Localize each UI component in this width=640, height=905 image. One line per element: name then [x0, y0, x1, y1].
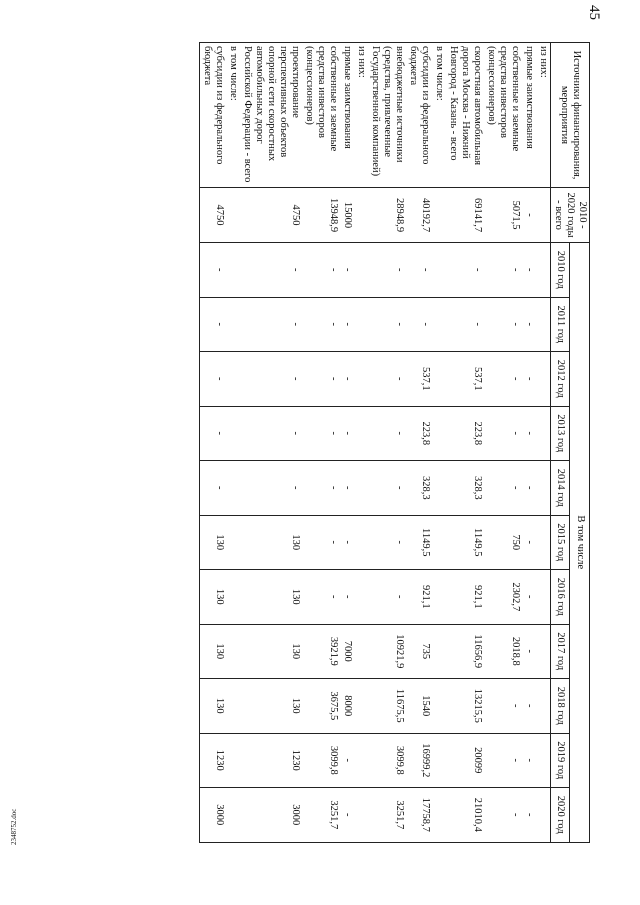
- year-value: [226, 352, 240, 407]
- row-label: скоростная автомобильная дорога Москва - Нижний Новгород - Казань - всего: [446, 43, 484, 188]
- year-value: -: [302, 297, 340, 352]
- year-value: -: [406, 243, 432, 298]
- year-value: 3251,7: [368, 788, 406, 843]
- year-value: -: [340, 243, 354, 298]
- row-total: 4750: [240, 188, 302, 243]
- year-value: 1149,5: [406, 515, 432, 570]
- table-row: [432, 43, 446, 843]
- year-value: -: [522, 406, 536, 461]
- row-label: прямые заимствования: [522, 43, 536, 188]
- year-value: [536, 406, 551, 461]
- year-value: 130: [240, 679, 302, 734]
- year-value: [536, 297, 551, 352]
- year-value: [226, 624, 240, 679]
- year-value: [226, 788, 240, 843]
- year-value: 3251,7: [302, 788, 340, 843]
- year-value: -: [406, 297, 432, 352]
- table-row: [240, 43, 302, 843]
- year-value: -: [368, 352, 406, 407]
- year-value: 328,3: [446, 461, 484, 516]
- year-value: [432, 461, 446, 516]
- year-value: [354, 733, 368, 788]
- year-value: [432, 679, 446, 734]
- year-value: [354, 788, 368, 843]
- row-total: [536, 188, 551, 243]
- year-value: 16999,2: [406, 733, 432, 788]
- row-label: из них:: [536, 43, 551, 188]
- year-value: 1230: [240, 733, 302, 788]
- year-value: -: [340, 733, 354, 788]
- year-value: [432, 570, 446, 625]
- year-value: 130: [200, 679, 227, 734]
- table-row: [302, 43, 340, 843]
- year-value: -: [340, 406, 354, 461]
- row-total: [432, 188, 446, 243]
- year-value: -: [200, 406, 227, 461]
- table-row: [484, 43, 522, 843]
- year-value: [432, 624, 446, 679]
- year-value: 20099: [446, 733, 484, 788]
- year-value: [354, 679, 368, 734]
- year-value: [354, 624, 368, 679]
- year-value: -: [340, 515, 354, 570]
- year-value: 8000: [340, 679, 354, 734]
- year-value: -: [302, 570, 340, 625]
- header-source: Источники финансирования, мероприятия: [551, 43, 590, 188]
- year-value: 21010,4: [446, 788, 484, 843]
- year-value: -: [522, 570, 536, 625]
- year-value: -: [240, 297, 302, 352]
- table-header: [551, 43, 590, 843]
- year-value: 3675,5: [302, 679, 340, 734]
- year-value: -: [522, 679, 536, 734]
- year-value: 130: [240, 570, 302, 625]
- row-total: -: [522, 188, 536, 243]
- year-value: [536, 515, 551, 570]
- table-row: [522, 43, 536, 843]
- header-year: 2010 год: [551, 243, 571, 298]
- year-value: -: [240, 243, 302, 298]
- year-value: -: [446, 243, 484, 298]
- year-value: [536, 733, 551, 788]
- header-group: В том числе: [570, 243, 590, 843]
- year-value: [536, 461, 551, 516]
- year-value: 130: [240, 515, 302, 570]
- year-value: -: [200, 352, 227, 407]
- header-year: 2014 год: [551, 461, 571, 516]
- year-value: 17758,7: [406, 788, 432, 843]
- year-value: -: [484, 406, 522, 461]
- year-value: 223,8: [446, 406, 484, 461]
- year-value: -: [522, 515, 536, 570]
- header-year: 2011 год: [551, 297, 571, 352]
- year-value: [432, 352, 446, 407]
- year-value: [432, 733, 446, 788]
- year-value: [226, 515, 240, 570]
- year-value: -: [522, 297, 536, 352]
- year-value: 223,8: [406, 406, 432, 461]
- year-value: 537,1: [406, 352, 432, 407]
- year-value: -: [240, 406, 302, 461]
- row-label: в том числе:: [432, 43, 446, 188]
- header-year: 2018 год: [551, 679, 571, 734]
- year-value: 921,1: [446, 570, 484, 625]
- table-row: [406, 43, 432, 843]
- header-year: 2016 год: [551, 570, 571, 625]
- year-value: 130: [200, 624, 227, 679]
- year-value: [432, 515, 446, 570]
- year-value: -: [446, 297, 484, 352]
- year-value: -: [340, 297, 354, 352]
- year-value: -: [484, 788, 522, 843]
- footer-filename: 2348752.doc: [10, 808, 18, 845]
- year-value: [432, 406, 446, 461]
- year-value: [226, 461, 240, 516]
- year-value: 10921,9: [368, 624, 406, 679]
- header-year: 2012 год: [551, 352, 571, 407]
- year-value: -: [340, 461, 354, 516]
- year-value: 1540: [406, 679, 432, 734]
- year-value: 3000: [200, 788, 227, 843]
- year-value: 750: [484, 515, 522, 570]
- year-value: -: [302, 243, 340, 298]
- row-label: внебюджетные источники (средства, привлеченные Государственной компанией): [368, 43, 406, 188]
- year-value: 3099,8: [302, 733, 340, 788]
- year-value: -: [484, 679, 522, 734]
- row-label: из них:: [354, 43, 368, 188]
- row-label: субсидии из федерального бюджета: [406, 43, 432, 188]
- row-label: проектирование перспективных объектов опорной сети скоростных автомобильных дорог Российской Федерации - всего: [240, 43, 302, 188]
- year-value: -: [368, 570, 406, 625]
- table-row: [536, 43, 551, 843]
- page-number: 45: [586, 5, 602, 20]
- year-value: [354, 243, 368, 298]
- year-value: -: [368, 406, 406, 461]
- year-value: -: [240, 461, 302, 516]
- year-value: -: [522, 461, 536, 516]
- year-value: 11656,9: [446, 624, 484, 679]
- year-value: -: [200, 297, 227, 352]
- row-total: 13948,9: [302, 188, 340, 243]
- year-value: -: [522, 352, 536, 407]
- year-value: -: [484, 243, 522, 298]
- year-value: 7000: [340, 624, 354, 679]
- year-value: 3000: [240, 788, 302, 843]
- year-value: -: [302, 352, 340, 407]
- row-label: субсидии из федерального бюджета: [200, 43, 227, 188]
- table-row: [368, 43, 406, 843]
- year-value: 1230: [200, 733, 227, 788]
- row-label: собственные и заемные средства инвесторов (концессионеров): [302, 43, 340, 188]
- row-total: 69141,7: [446, 188, 484, 243]
- row-total: 40192,7: [406, 188, 432, 243]
- header-total: 2010 - 2020 годы - всего: [551, 188, 590, 243]
- year-value: -: [200, 461, 227, 516]
- year-value: -: [368, 461, 406, 516]
- year-value: [226, 733, 240, 788]
- header-year: 2019 год: [551, 733, 571, 788]
- rotated-table-container: [60, 42, 590, 842]
- year-value: 130: [240, 624, 302, 679]
- year-value: 130: [200, 570, 227, 625]
- header-year: 2017 год: [551, 624, 571, 679]
- year-value: -: [368, 297, 406, 352]
- year-value: [536, 624, 551, 679]
- year-value: -: [340, 570, 354, 625]
- year-value: -: [368, 515, 406, 570]
- year-value: [226, 570, 240, 625]
- year-value: [432, 788, 446, 843]
- row-label: в том числе:: [226, 43, 240, 188]
- year-value: -: [484, 352, 522, 407]
- year-value: -: [522, 243, 536, 298]
- financing-table: [199, 42, 590, 843]
- row-label: собственные и заемные средства инвесторов (концессионеров): [484, 43, 522, 188]
- year-value: 11675,5: [368, 679, 406, 734]
- header-year: 2020 год: [551, 788, 571, 843]
- year-value: [354, 461, 368, 516]
- year-value: 735: [406, 624, 432, 679]
- year-value: 3921,9: [302, 624, 340, 679]
- year-value: -: [522, 624, 536, 679]
- year-value: [226, 243, 240, 298]
- table-row: [446, 43, 484, 843]
- header-year: 2015 год: [551, 515, 571, 570]
- year-value: [354, 297, 368, 352]
- year-value: -: [522, 733, 536, 788]
- year-value: [226, 679, 240, 734]
- row-total: 4750: [200, 188, 227, 243]
- year-value: 1149,5: [446, 515, 484, 570]
- table-row: [226, 43, 240, 843]
- year-value: 13215,5: [446, 679, 484, 734]
- year-value: [536, 679, 551, 734]
- year-value: -: [484, 733, 522, 788]
- year-value: 328,3: [406, 461, 432, 516]
- year-value: 2018,8: [484, 624, 522, 679]
- row-total: [354, 188, 368, 243]
- year-value: [354, 515, 368, 570]
- year-value: -: [200, 243, 227, 298]
- year-value: [536, 570, 551, 625]
- year-value: -: [484, 461, 522, 516]
- year-value: -: [340, 788, 354, 843]
- year-value: -: [484, 297, 522, 352]
- year-value: -: [368, 243, 406, 298]
- year-value: -: [302, 406, 340, 461]
- year-value: [354, 406, 368, 461]
- table-row: [354, 43, 368, 843]
- table-row: [340, 43, 354, 843]
- year-value: 3099,8: [368, 733, 406, 788]
- year-value: 130: [200, 515, 227, 570]
- row-total: 28948,9: [368, 188, 406, 243]
- year-value: [536, 788, 551, 843]
- year-value: [354, 570, 368, 625]
- year-value: 537,1: [446, 352, 484, 407]
- row-total: [226, 188, 240, 243]
- year-value: [432, 243, 446, 298]
- header-year: 2013 год: [551, 406, 571, 461]
- year-value: -: [240, 352, 302, 407]
- year-value: [354, 352, 368, 407]
- year-value: -: [340, 352, 354, 407]
- year-value: [226, 297, 240, 352]
- year-value: -: [522, 788, 536, 843]
- year-value: [226, 406, 240, 461]
- row-total: 5071,5: [484, 188, 522, 243]
- year-value: [536, 243, 551, 298]
- year-value: -: [302, 515, 340, 570]
- table-body: [200, 43, 551, 843]
- year-value: 921,1: [406, 570, 432, 625]
- year-value: -: [302, 461, 340, 516]
- year-value: [432, 297, 446, 352]
- row-total: 15000: [340, 188, 354, 243]
- year-value: [536, 352, 551, 407]
- table-row: [200, 43, 227, 843]
- row-label: прямые заимствования: [340, 43, 354, 188]
- year-value: 2302,7: [484, 570, 522, 625]
